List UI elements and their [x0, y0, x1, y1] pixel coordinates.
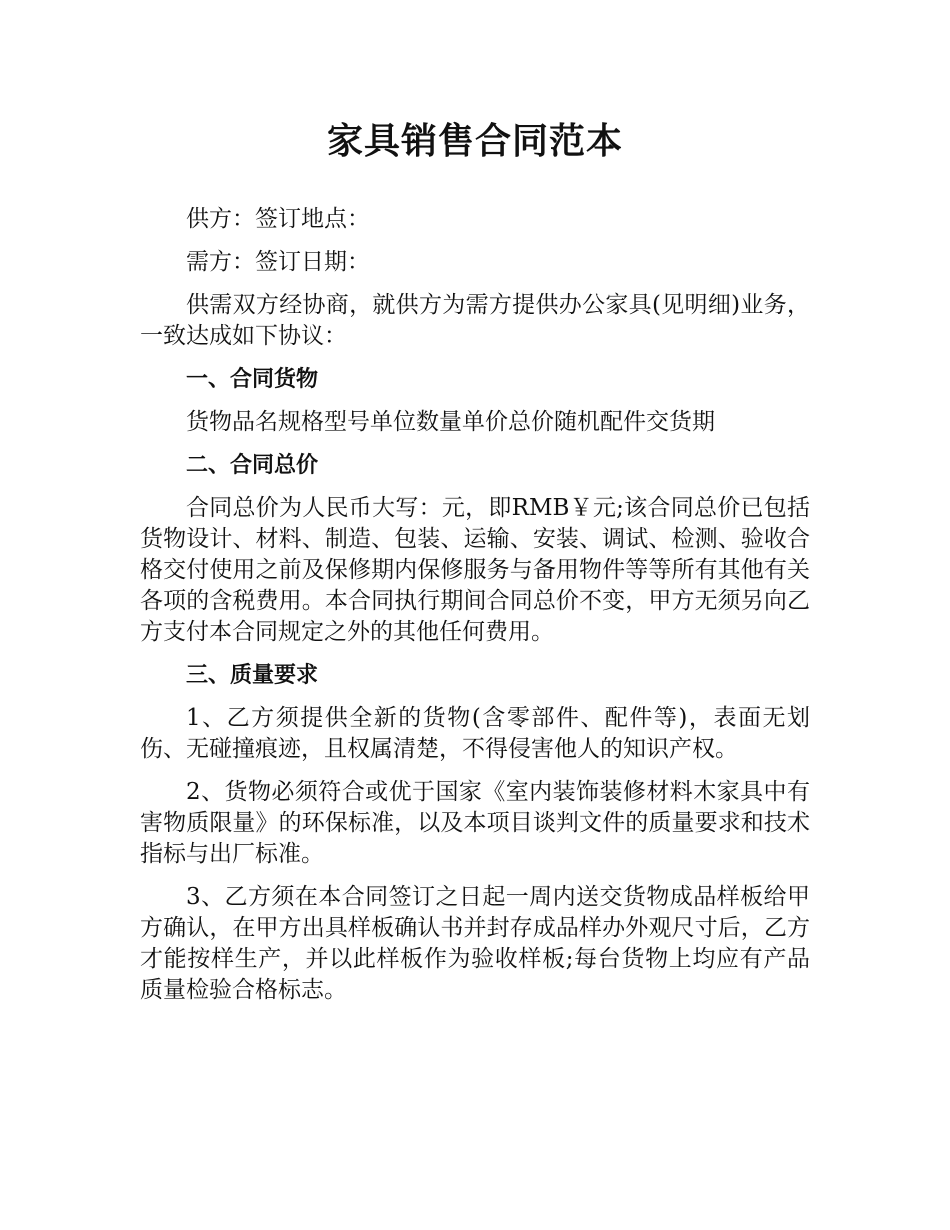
section-heading-total-price: 二、合同总价: [186, 453, 319, 478]
total-price-paragraph: 合同总价为人民币大写：元，即RMB￥元;该合同总价已包括货物设计、材料、制造、包装、运输、安装、调试、检测、验收合格交付使用之前及保修期内保修服务与备用物件等等所有其他有关各项的含税费用。本合同执行期间合同总价不变，甲方无须另向乙方支付本合同规定之外的其他任何费用。: [140, 495, 810, 645]
goods-columns-text: 货物品名规格型号单位数量单价总价随机配件交货期: [186, 409, 715, 435]
document-title: 家具销售合同范本: [326, 121, 623, 162]
section-heading-goods: 一、合同货物: [186, 367, 319, 392]
section-heading-quality: 三、质量要求: [186, 663, 319, 688]
intro-paragraph: 供需双方经协商，就供方为需方提供办公家具(见明细)业务，一致达成如下协议：: [140, 292, 810, 349]
supplier-line: 供方：签订地点：: [186, 206, 370, 232]
quality-item-1: 1、乙方须提供全新的货物(含零部件、配件等)，表面无划伤、无碰撞痕迹，且权属清楚，不得侵害他人的知识产权。: [140, 705, 810, 762]
quality-item-2: 2、货物必须符合或优于国家《室内装饰装修材料木家具中有害物质限量》的环保标准，以及本项目谈判文件的质量要求和技术指标与出厂标准。: [140, 779, 810, 867]
buyer-line: 需方：签订日期：: [186, 249, 370, 275]
quality-item-3: 3、乙方须在本合同签订之日起一周内送交货物成品样板给甲方确认，在甲方出具样板确认书并封存成品样办外观尺寸后，乙方才能按样生产，并以此样板作为验收样板;每台货物上均应有产品质量检验合格标志。: [140, 884, 810, 1003]
